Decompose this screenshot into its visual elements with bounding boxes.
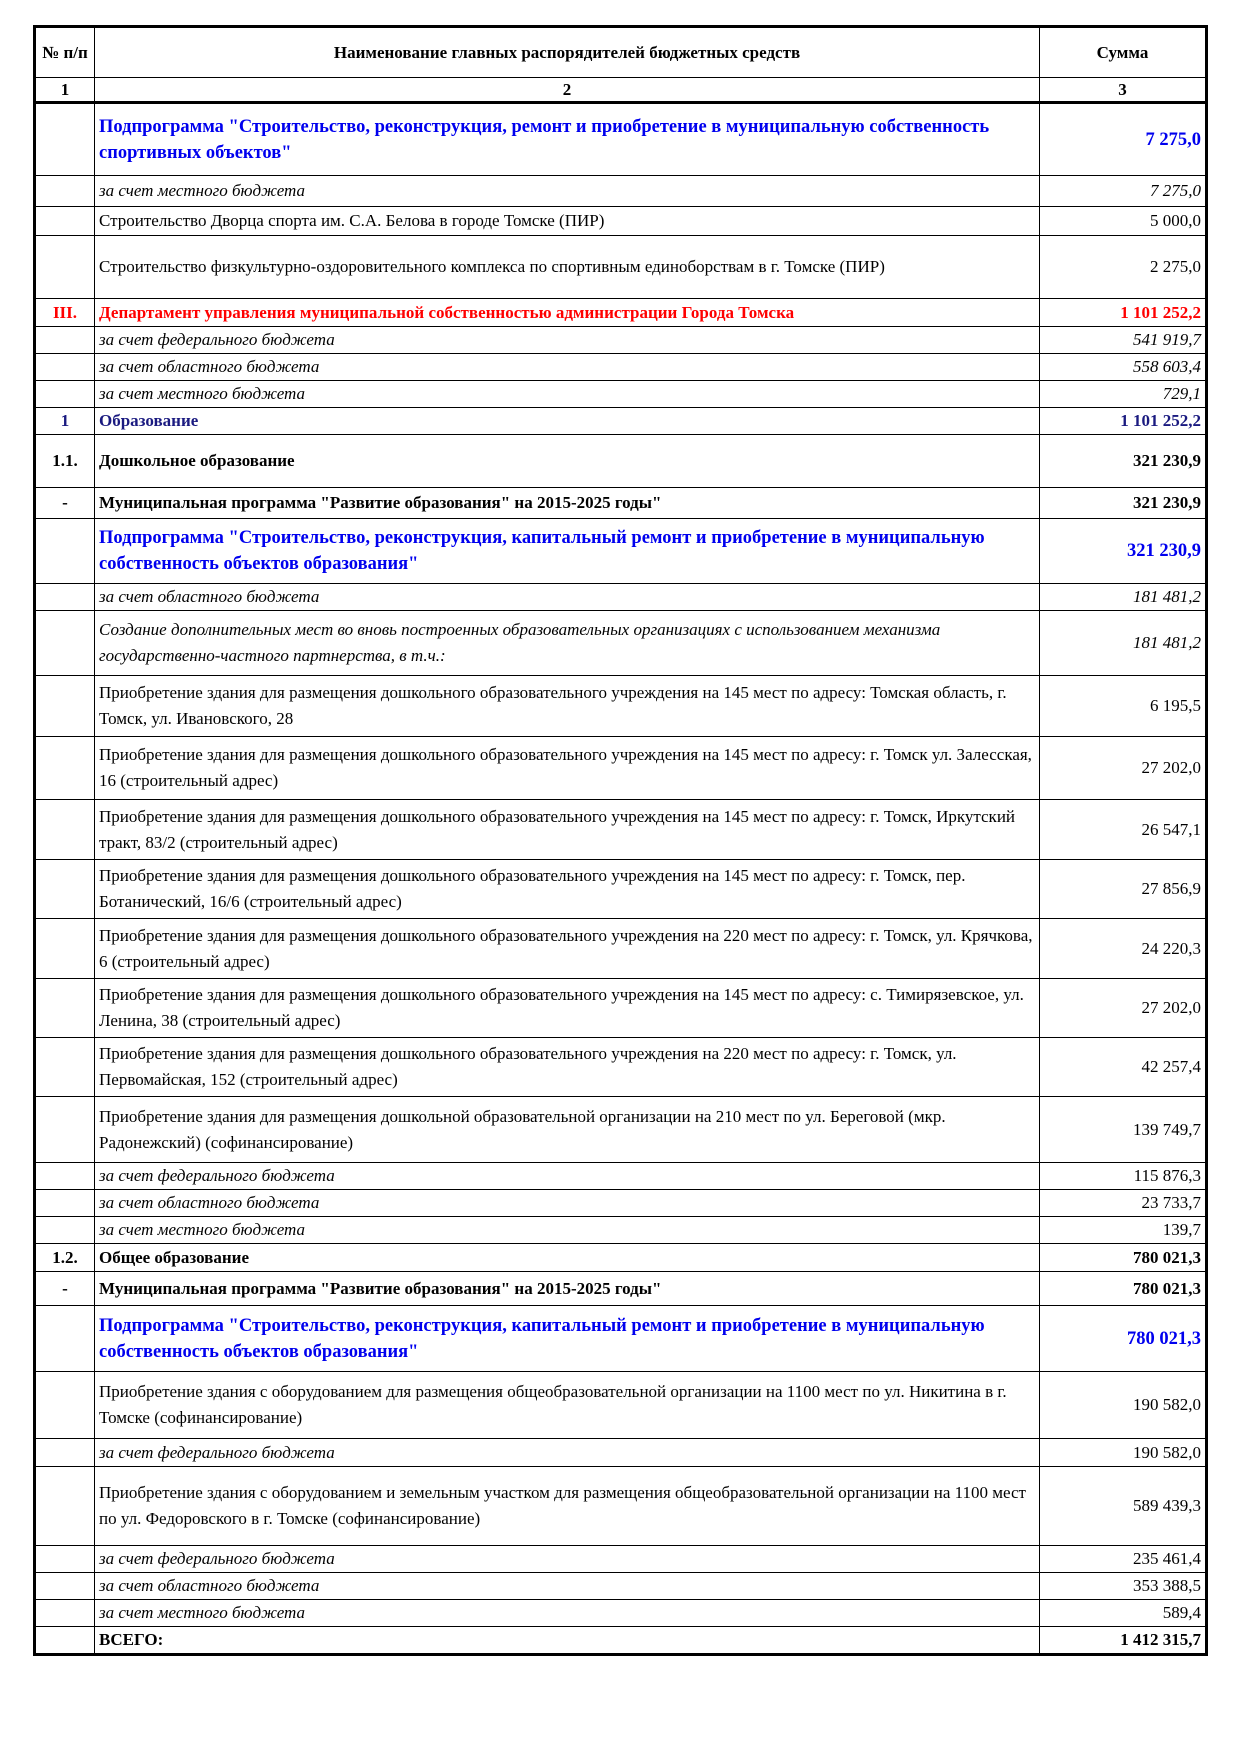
column-number-3: 3 (1040, 78, 1207, 103)
row-sum: 729,1 (1040, 381, 1207, 408)
row-name: Приобретение здания для размещения дошкольного образовательного учреждения на 145 мест по адресу: г. Томск, Иркутский тракт, 83/2 (строительный адрес) (95, 800, 1040, 860)
row-sum: 115 876,3 (1040, 1163, 1207, 1190)
row-name: за счет областного бюджета (95, 1190, 1040, 1217)
row-name: Образование (95, 408, 1040, 435)
table-row (35, 1272, 1207, 1306)
column-number-1: 1 (35, 78, 95, 103)
row-sum: 26 547,1 (1040, 800, 1207, 860)
row-name: Подпрограмма "Строительство, реконструкция, капитальный ремонт и приобретение в муниципальную собственность объектов образования" (95, 1306, 1040, 1372)
header-num: № п/п (35, 27, 95, 78)
row-number (35, 737, 95, 800)
row-name: за счет федерального бюджета (95, 1439, 1040, 1467)
table-row (35, 103, 1207, 176)
row-sum: 1 101 252,2 (1040, 299, 1207, 327)
row-name: за счет областного бюджета (95, 1573, 1040, 1600)
row-name: за счет федерального бюджета (95, 1546, 1040, 1573)
row-sum: 558 603,4 (1040, 354, 1207, 381)
row-name: Приобретение здания для размещения дошкольного образовательного учреждения на 145 мест по адресу: г. Томск, пер. Ботанический, 16/6 (строительный адрес) (95, 860, 1040, 919)
row-name: за счет областного бюджета (95, 584, 1040, 611)
header-name: Наименование главных распорядителей бюджетных средств (95, 27, 1040, 78)
row-sum: 181 481,2 (1040, 611, 1207, 676)
table-row (35, 1439, 1207, 1467)
table-row (35, 611, 1207, 676)
row-name: Создание дополнительных мест во вновь построенных образовательных организациях с использованием механизма государственно-частного партнерства, в т.ч.: (95, 611, 1040, 676)
row-sum: 7 275,0 (1040, 103, 1207, 176)
table-row (35, 1306, 1207, 1372)
row-name: ВСЕГО: (95, 1627, 1040, 1655)
row-name: за счет местного бюджета (95, 1600, 1040, 1627)
row-sum: 5 000,0 (1040, 207, 1207, 236)
row-number (35, 611, 95, 676)
row-sum: 1 101 252,2 (1040, 408, 1207, 435)
row-number (35, 1627, 95, 1655)
row-number (35, 1372, 95, 1439)
row-name: Приобретение здания для размещения дошкольного образовательного учреждения на 145 мест по адресу: с. Тимирязевское, ул. Ленина, 38 (строительный адрес) (95, 979, 1040, 1038)
row-sum: 1 412 315,7 (1040, 1627, 1207, 1655)
row-number (35, 1600, 95, 1627)
table-row (35, 207, 1207, 236)
row-sum: 6 195,5 (1040, 676, 1207, 737)
row-number (35, 860, 95, 919)
row-number: - (35, 1272, 95, 1306)
table-row (35, 1244, 1207, 1272)
table-row (35, 800, 1207, 860)
row-number (35, 207, 95, 236)
row-name: за счет областного бюджета (95, 354, 1040, 381)
row-name: Строительство Дворца спорта им. С.А. Белова в городе Томске (ПИР) (95, 207, 1040, 236)
table-row (35, 381, 1207, 408)
row-sum: 541 919,7 (1040, 327, 1207, 354)
row-name: за счет местного бюджета (95, 176, 1040, 207)
table-row (35, 327, 1207, 354)
row-name: за счет местного бюджета (95, 1217, 1040, 1244)
row-number: - (35, 488, 95, 519)
row-name: Муниципальная программа "Развитие образования" на 2015-2025 годы" (95, 1272, 1040, 1306)
row-number: 1 (35, 408, 95, 435)
row-sum: 23 733,7 (1040, 1190, 1207, 1217)
row-sum: 24 220,3 (1040, 919, 1207, 979)
table-row (35, 1600, 1207, 1627)
row-name: за счет федерального бюджета (95, 327, 1040, 354)
row-number (35, 919, 95, 979)
table-row (35, 1097, 1207, 1163)
table-row (35, 1038, 1207, 1097)
row-number (35, 176, 95, 207)
row-sum: 235 461,4 (1040, 1546, 1207, 1573)
row-name: Приобретение здания для размещения дошкольного образовательного учреждения на 220 мест по адресу: г. Томск, ул. Крячкова, 6 (строительный адрес) (95, 919, 1040, 979)
row-sum: 139 749,7 (1040, 1097, 1207, 1163)
row-number: III. (35, 299, 95, 327)
row-sum: 589 439,3 (1040, 1467, 1207, 1546)
row-number (35, 519, 95, 584)
row-number: 1.2. (35, 1244, 95, 1272)
row-name: Приобретение здания с оборудованием и земельным участком для размещения общеобразовательной организации на 1100 мест по ул. Федоровского в г. Томске (софинансирование) (95, 1467, 1040, 1546)
table-row (35, 860, 1207, 919)
table-row (35, 1217, 1207, 1244)
table-row (35, 236, 1207, 299)
table-row (35, 1467, 1207, 1546)
row-sum: 190 582,0 (1040, 1372, 1207, 1439)
row-name: за счет федерального бюджета (95, 1163, 1040, 1190)
row-name: Подпрограмма "Строительство, реконструкция, ремонт и приобретение в муниципальную собственность спортивных объектов" (95, 103, 1040, 176)
row-sum: 181 481,2 (1040, 584, 1207, 611)
header-row (35, 27, 1207, 78)
row-number (35, 236, 95, 299)
table-row (35, 676, 1207, 737)
total-row (35, 1627, 1207, 1655)
row-sum: 27 202,0 (1040, 737, 1207, 800)
row-number (35, 1306, 95, 1372)
row-sum: 321 230,9 (1040, 519, 1207, 584)
table-row (35, 408, 1207, 435)
row-number: 1.1. (35, 435, 95, 488)
table-row (35, 435, 1207, 488)
row-number (35, 327, 95, 354)
row-sum: 27 202,0 (1040, 979, 1207, 1038)
row-name: Приобретение здания с оборудованием для размещения общеобразовательной организации на 1100 мест по ул. Никитина в г. Томске (софинансирование) (95, 1372, 1040, 1439)
row-sum: 353 388,5 (1040, 1573, 1207, 1600)
table-row (35, 488, 1207, 519)
row-name: Муниципальная программа "Развитие образования" на 2015-2025 годы" (95, 488, 1040, 519)
row-number (35, 1190, 95, 1217)
row-sum: 321 230,9 (1040, 435, 1207, 488)
row-number (35, 354, 95, 381)
row-name: Приобретение здания для размещения дошкольного образовательного учреждения на 145 мест по адресу: г. Томск ул. Залесская, 16 (строительный адрес) (95, 737, 1040, 800)
row-number (35, 1546, 95, 1573)
row-sum: 2 275,0 (1040, 236, 1207, 299)
table-row (35, 1573, 1207, 1600)
row-number (35, 1038, 95, 1097)
row-name: Приобретение здания для размещения дошкольного образовательного учреждения на 145 мест по адресу: Томская область, г. Томск, ул. Ивановского, 28 (95, 676, 1040, 737)
row-sum: 780 021,3 (1040, 1244, 1207, 1272)
row-name: Подпрограмма "Строительство, реконструкция, капитальный ремонт и приобретение в муниципальную собственность объектов образования" (95, 519, 1040, 584)
table-row (35, 584, 1207, 611)
row-sum: 139,7 (1040, 1217, 1207, 1244)
row-sum: 7 275,0 (1040, 176, 1207, 207)
column-numbers-row (35, 78, 1207, 103)
row-name: Общее образование (95, 1244, 1040, 1272)
row-number (35, 381, 95, 408)
row-number (35, 1163, 95, 1190)
row-sum: 780 021,3 (1040, 1306, 1207, 1372)
row-number (35, 584, 95, 611)
row-name: Строительство физкультурно-оздоровительного комплекса по спортивным единоборствам в г. Томске (ПИР) (95, 236, 1040, 299)
table-row (35, 1190, 1207, 1217)
row-sum: 190 582,0 (1040, 1439, 1207, 1467)
table-row (35, 519, 1207, 584)
budget-table (33, 25, 1208, 1656)
row-number (35, 1439, 95, 1467)
row-sum: 27 856,9 (1040, 860, 1207, 919)
table-row (35, 737, 1207, 800)
row-number (35, 676, 95, 737)
table-row (35, 1372, 1207, 1439)
header-sum: Сумма (1040, 27, 1207, 78)
row-number (35, 979, 95, 1038)
table-row (35, 299, 1207, 327)
row-name: Приобретение здания для размещения дошкольного образовательного учреждения на 220 мест по адресу: г. Томск, ул. Первомайская, 152 (строительный адрес) (95, 1038, 1040, 1097)
row-number (35, 1097, 95, 1163)
table-row (35, 354, 1207, 381)
row-name: за счет местного бюджета (95, 381, 1040, 408)
row-number (35, 800, 95, 860)
row-name: Департамент управления муниципальной собственностью администрации Города Томска (95, 299, 1040, 327)
table-row (35, 1163, 1207, 1190)
row-number (35, 1467, 95, 1546)
row-sum: 321 230,9 (1040, 488, 1207, 519)
table-row (35, 979, 1207, 1038)
table-row (35, 176, 1207, 207)
row-sum: 780 021,3 (1040, 1272, 1207, 1306)
table-row (35, 1546, 1207, 1573)
row-name: Приобретение здания для размещения дошкольной образовательной организации на 210 мест по ул. Береговой (мкр. Радонежский) (софинансирование) (95, 1097, 1040, 1163)
table-row (35, 919, 1207, 979)
row-sum: 42 257,4 (1040, 1038, 1207, 1097)
row-number (35, 1573, 95, 1600)
row-name: Дошкольное образование (95, 435, 1040, 488)
row-number (35, 103, 95, 176)
row-number (35, 1217, 95, 1244)
column-number-2: 2 (95, 78, 1040, 103)
row-sum: 589,4 (1040, 1600, 1207, 1627)
